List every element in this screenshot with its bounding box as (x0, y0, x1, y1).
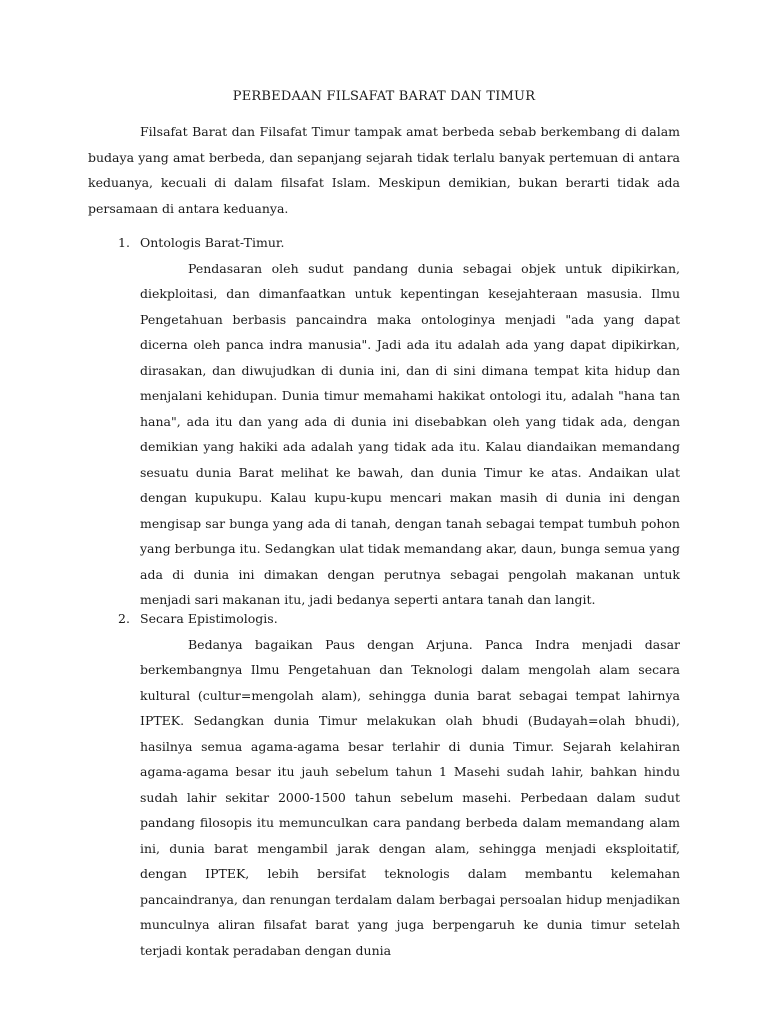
section-list-item-1 (88, 230, 680, 613)
list-item (88, 230, 680, 613)
document-title: PERBEDAAN FILSAFAT BARAT DAN TIMUR (232, 89, 536, 104)
section-heading-text: Secara Epistimologis. (140, 611, 278, 626)
intro-paragraph: Filsafat Barat dan Filsafat Timur tampak amat berbeda sebab berkembang di dalam budaya yang amat berbeda, dan sepanjang sejarah tidak terlalu banyak pertemuan di antara keduanya, kecuali di dalam filsafat Islam. Meskipun demikian, bukan berarti tidak ada persamaan di antara keduanya. (88, 124, 680, 216)
list-item (88, 606, 680, 963)
section-heading (88, 230, 680, 256)
section-heading-text: Ontologis Barat-Timur. (140, 235, 285, 250)
section-paragraph: Pendasaran oleh sudut pandang dunia sebagai objek untuk dipikirkan, diekploitasi, dan dimanfaatkan untuk kepentingan kesejahteraan masusia. Ilmu Pengetahuan berbasis pancaindra maka ontologinya menjadi "ada yang dapat dicerna oleh panca indra manusia". Jadi ada itu adalah ada yang dapat dipikirkan, dirasakan, dan diwujudkan di dunia ini, dan di sini dimana tempat kita hidup dan menjalani kehidupan. Dunia timur memahami hakikat ontologi itu, adalah "hana tan hana", ada itu dan yang ada di dunia ini disebabkan oleh yang tidak ada, dengan demikian yang hakiki ada adalah yang tidak ada itu. Kalau diandaikan memandang sesuatu dunia Barat melihat ke bawah, dan dunia Timur ke atas. Andaikan ulat dengan kupukupu. Kalau kupu-kupu mencari makan masih di dunia ini dengan mengisap sar bunga yang ada di tanah, dengan tanah sebagai tempat tumbuh pohon yang berbunga itu. Sedangkan ulat tidak memandang akar, daun, bunga semua yang ada di dunia ini dimakan dengan perutnya sebagai pengolah makanan untuk menjadi sari makanan itu, jadi bedanya seperti antara tanah dan langit. (140, 260, 680, 607)
section-paragraph: Bedanya bagaikan Paus dengan Arjuna. Panca Indra menjadi dasar berkembangnya Ilmu Pengetahuan dan Teknologi dalam mengolah alam secara kultural (cultur=mengolah alam), sehingga dunia barat sebagai tempat lahirnya IPTEK. Sedangkan dunia Timur melakukan olah bhudi (Budayah=olah bhudi), hasilnya semua agama-agama besar terlahir di dunia Timur. Sejarah kelahiran agama-agama besar itu jauh sebelum tahun 1 Masehi sudah lahir, bahkan hindu sudah lahir sekitar 2000-1500 tahun sebelum masehi. Perbedaan dalam sudut pandang filosopis itu memunculkan cara pandang berbeda dalam memandang alam ini, dunia barat mengambil jarak dengan alam, sehingga menjadi eksploitatif, dengan IPTEK, lebih bersifat teknologis dalam membantu kelemahan pancaindranya, dan renungan terdalam dalam berbagai persoalan hidup menjadikan munculnya aliran filsafat barat yang juga berpengaruh ke dunia timur setelah terjadi kontak peradaban dengan dunia (140, 636, 680, 958)
section-list-item-2 (88, 606, 680, 963)
section-heading (88, 606, 680, 632)
section-number: 2. (118, 611, 130, 626)
section-number: 1. (118, 235, 130, 250)
